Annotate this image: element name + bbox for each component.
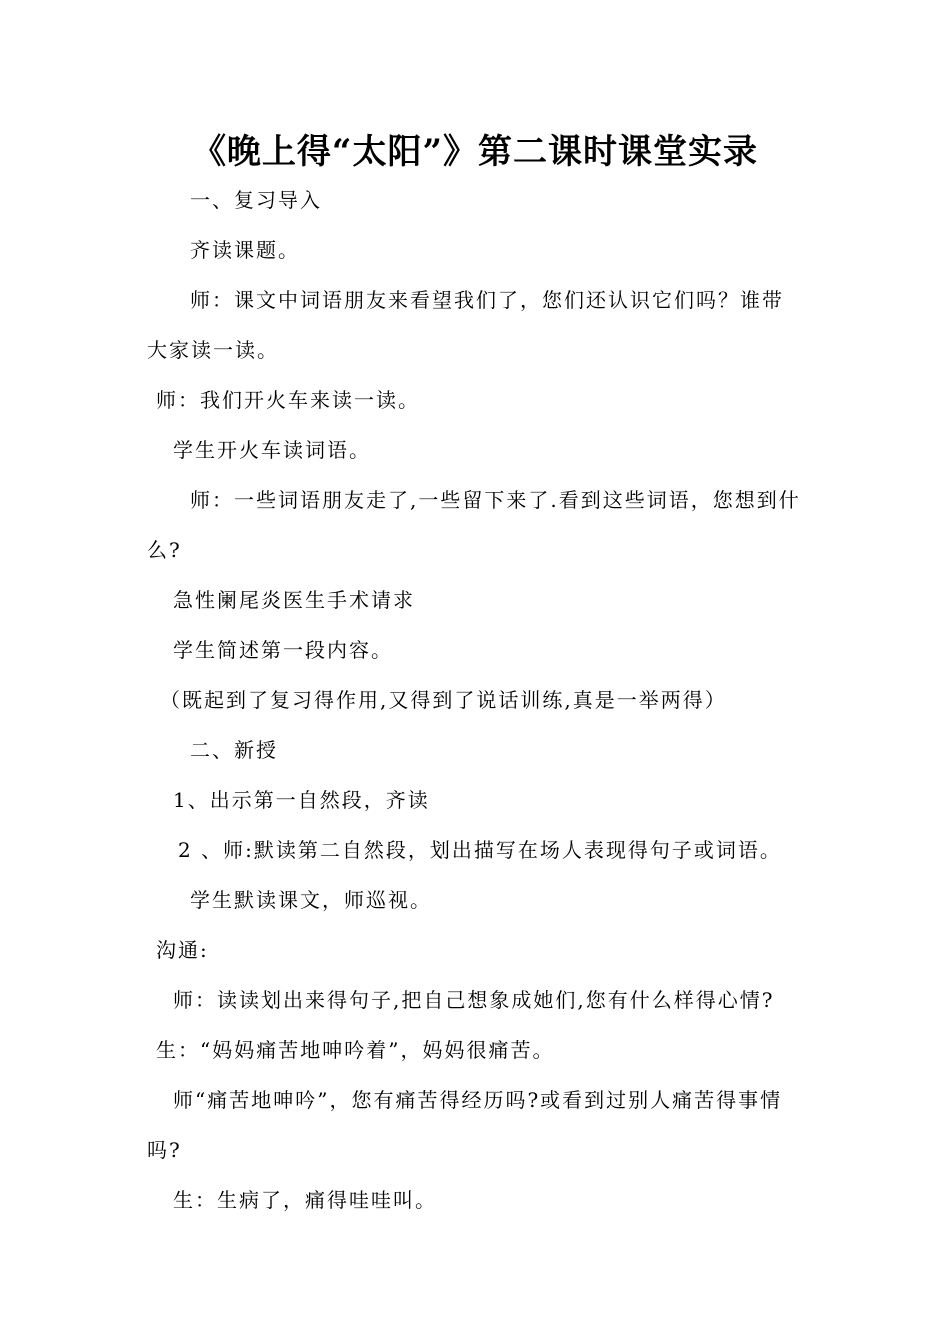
paragraph-line: 师：我们开火车来读一读。 [156, 388, 420, 412]
paragraph-line: 师：一些词语朋友走了,一些留下来了.看到这些词语，您想到什 [190, 488, 801, 512]
paragraph-line: 师：读读划出来得句子,把自己想象成她们,您有什么样得心情? [173, 988, 775, 1012]
paragraph-line: 师“痛苦地呻吟”，您有痛苦得经历吗?或看到过别人痛苦得事情 [173, 1088, 783, 1112]
section-heading-review: 一、复习导入 [190, 188, 322, 212]
paragraph-line: 吗? [147, 1138, 182, 1162]
paragraph-line: 学生简述第一段内容。 [173, 638, 393, 662]
paragraph-line: 齐读课题。 [190, 238, 300, 262]
paragraph-line: 生：“妈妈痛苦地呻吟着”，妈妈很痛苦。 [156, 1038, 555, 1062]
paragraph-line: 急性阑尾炎医生手术请求 [173, 588, 415, 612]
paragraph-line: 学生开火车读词语。 [173, 438, 371, 462]
paragraph-line: 生：生病了，痛得哇哇叫。 [173, 1188, 437, 1212]
paragraph-line: 沟通: [156, 938, 209, 962]
paragraph-line: （既起到了复习得作用,又得到了说话训练,真是一举两得） [160, 688, 727, 712]
paragraph-line: 师：课文中词语朋友来看望我们了，您们还认识它们吗？谁带 [190, 288, 784, 312]
paragraph-line: 2 、师:默读第二自然段，划出描写在场人表现得句子或词语。 [178, 838, 782, 862]
paragraph-line: 1、出示第一自然段，齐读 [173, 788, 430, 812]
document-title: 《晚上得“太阳”》第二课时课堂实录 [191, 132, 759, 172]
paragraph-line: 大家读一读。 [147, 338, 279, 362]
paragraph-line: 么? [147, 538, 182, 562]
section-heading-new-lesson: 二、新授 [190, 738, 278, 762]
paragraph-line: 学生默读课文，师巡视。 [190, 888, 432, 912]
